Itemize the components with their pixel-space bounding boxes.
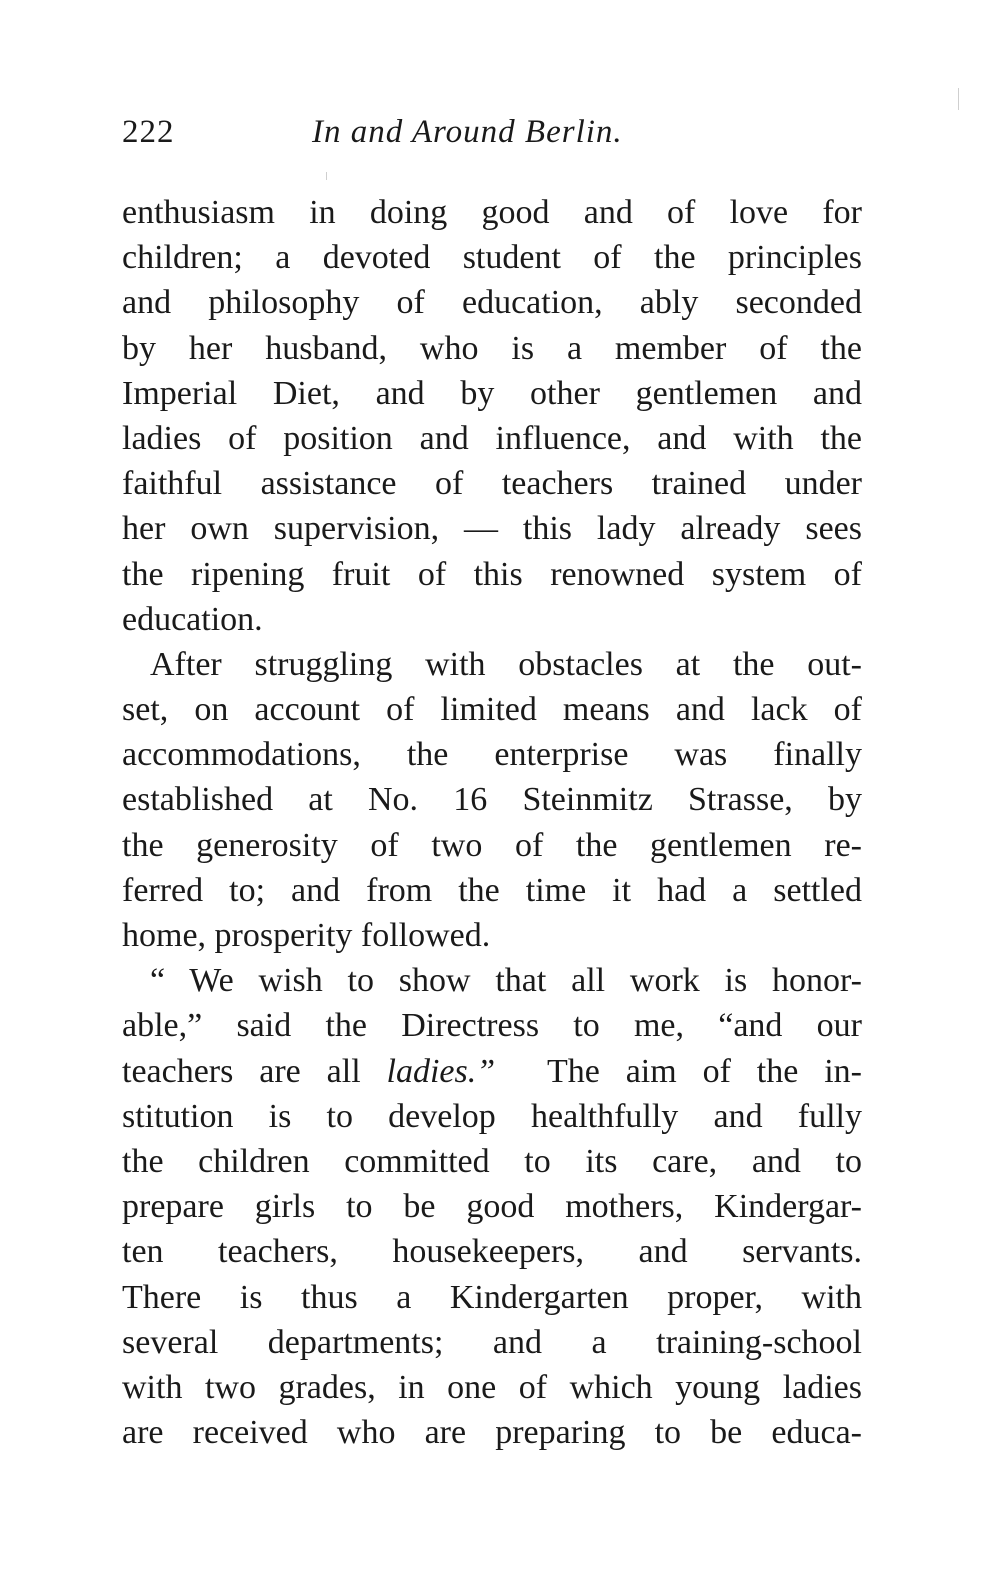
text-line: prepare girls to be good mothers, Kindergar- xyxy=(122,1188,862,1226)
text-line: ten teachers, housekeepers, and servants. xyxy=(122,1233,862,1271)
text-line: with two grades, in one of which young ladies xyxy=(122,1368,862,1406)
text-line: enthusiasm in doing good and of love for xyxy=(122,194,862,231)
text-line: ferred to; and from the time it had a settled xyxy=(122,871,862,909)
text-line: Imperial Diet, and by other gentlemen and xyxy=(122,374,862,412)
text-line: children; a devoted student of the principles xyxy=(122,239,862,277)
text-line: home, prosperity followed. xyxy=(122,917,491,954)
running-title: In and Around Berlin. xyxy=(312,114,623,150)
text-line: “ We wish to show that all work is honor- xyxy=(150,962,862,1000)
page-number: 222 xyxy=(122,114,175,150)
scan-artifact xyxy=(958,88,959,110)
text-line: education. xyxy=(122,600,263,638)
scan-artifact xyxy=(326,172,327,180)
text-line: stitution is to develop healthfully and fully xyxy=(122,1097,862,1135)
text-line: established at No. 16 Steinmitz Strasse, by xyxy=(122,781,862,819)
body-text xyxy=(122,190,862,1455)
running-head xyxy=(122,108,862,156)
text-line: After struggling with obstacles at the out- xyxy=(150,645,862,683)
text-line: are received who are preparing to be educa- xyxy=(122,1414,862,1452)
italic-word: ladies.” xyxy=(386,1052,496,1090)
text-line: ladies of position and influence, and with the xyxy=(122,419,862,457)
text-line: and philosophy of education, ably seconded xyxy=(122,284,862,322)
text-line: by her husband, who is a member of the xyxy=(122,329,862,367)
text-line: her own supervision, — this lady already sees xyxy=(122,510,862,548)
text-line: the ripening fruit of this renowned system of xyxy=(122,555,862,593)
text-line: several departments; and a training-school xyxy=(122,1323,862,1361)
text-line: the children committed to its care, and to xyxy=(122,1142,862,1180)
text-segment: The aim of the in- xyxy=(546,1052,862,1090)
text-line: There is thus a Kindergarten proper, with xyxy=(122,1278,862,1316)
text-segment: teachers are all xyxy=(122,1052,387,1090)
text-line-with-italic xyxy=(122,1049,862,1094)
text-line: faithful assistance of teachers trained under xyxy=(122,465,862,503)
text-line: set, on account of limited means and lack of xyxy=(122,691,862,729)
text-line: the generosity of two of the gentlemen re- xyxy=(122,826,862,864)
text-line: able,” said the Directress to me, “and our xyxy=(122,1007,862,1045)
text-line: accommodations, the enterprise was finally xyxy=(122,736,862,774)
